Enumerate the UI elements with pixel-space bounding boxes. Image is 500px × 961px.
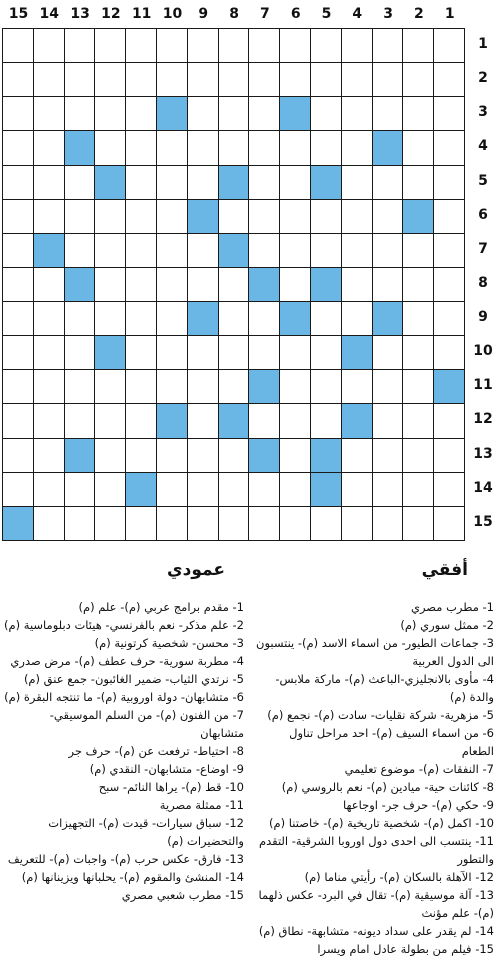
crossword-board[interactable] [2, 28, 464, 540]
letter-cell[interactable] [372, 403, 404, 438]
letter-cell[interactable] [341, 472, 373, 507]
letter-cell[interactable] [248, 96, 280, 131]
letter-cell[interactable] [279, 28, 311, 63]
letter-cell[interactable] [372, 96, 404, 131]
row-number: 9 [478, 309, 488, 326]
letter-cell[interactable] [248, 199, 280, 234]
letter-cell[interactable] [279, 335, 311, 370]
letter-cell[interactable] [64, 403, 96, 438]
letter-cell[interactable] [341, 199, 373, 234]
letter-cell[interactable] [156, 335, 188, 370]
down-clue: 10- قط (م)- يراها النائم- سبح [98, 780, 244, 794]
letter-cell[interactable] [94, 301, 126, 336]
letter-cell[interactable] [156, 369, 188, 404]
letter-cell[interactable] [94, 62, 126, 97]
letter-cell[interactable] [33, 403, 65, 438]
letter-cell[interactable] [156, 130, 188, 165]
down-clue: 7- من الفنون (م)- من السلم الموسيقي- متشابهان [49, 708, 244, 740]
letter-cell[interactable] [125, 506, 157, 541]
letter-cell[interactable] [94, 472, 126, 507]
letter-cell[interactable] [2, 335, 34, 370]
letter-cell[interactable] [402, 301, 434, 336]
blocked-cell [310, 267, 342, 302]
across-clue: 3- جماعات الطيور- من اسماء الاسد (م)- ينتسبون الى الدول العربية [256, 636, 494, 668]
letter-cell[interactable] [2, 403, 34, 438]
row-number: 5 [478, 172, 488, 189]
letter-cell[interactable] [372, 369, 404, 404]
blocked-cell [372, 301, 404, 336]
letter-cell[interactable] [433, 62, 465, 97]
down-clue-list [4, 598, 244, 904]
letter-cell[interactable] [433, 267, 465, 302]
across-clue: 5- مزهرية- شركة نقليات- سادت (م)- نجمع (م) [267, 708, 494, 722]
letter-cell[interactable] [125, 28, 157, 63]
blocked-cell [310, 438, 342, 473]
letter-cell[interactable] [218, 28, 250, 63]
blocked-cell [64, 438, 96, 473]
letter-cell[interactable] [341, 233, 373, 268]
letter-cell[interactable] [433, 335, 465, 370]
letter-cell[interactable] [402, 96, 434, 131]
blocked-cell [94, 335, 126, 370]
letter-cell[interactable] [33, 301, 65, 336]
letter-cell[interactable] [156, 165, 188, 200]
letter-cell[interactable] [64, 199, 96, 234]
column-number: 2 [414, 6, 424, 22]
across-clue: 8- كائنات حية- ميادين (م)- نعم بالروسي (م) [281, 780, 494, 794]
across-clue: 4- مأوى بالانجليزي-الباعث (م)- ماركة ملابس- والدة (م) [275, 672, 494, 704]
down-clue: 9- اوضاع- متشابهان- النقدي (م) [89, 762, 244, 776]
column-number: 4 [352, 6, 363, 22]
letter-cell[interactable] [33, 28, 65, 63]
letter-cell[interactable] [402, 130, 434, 165]
letter-cell[interactable] [33, 335, 65, 370]
letter-cell[interactable] [402, 28, 434, 63]
letter-cell[interactable] [2, 96, 34, 131]
blocked-cell [218, 165, 250, 200]
blocked-cell [156, 403, 188, 438]
letter-cell[interactable] [248, 472, 280, 507]
column-number: 14 [39, 6, 60, 22]
blocked-cell [94, 165, 126, 200]
letter-cell[interactable] [372, 199, 404, 234]
column-number: 8 [229, 6, 239, 22]
letter-cell[interactable] [2, 62, 34, 97]
letter-cell[interactable] [433, 96, 465, 131]
blocked-cell [341, 335, 373, 370]
letter-cell[interactable] [2, 130, 34, 165]
letter-cell[interactable] [402, 506, 434, 541]
letter-cell[interactable] [372, 28, 404, 63]
letter-cell[interactable] [33, 506, 65, 541]
letter-cell[interactable] [279, 62, 311, 97]
letter-cell[interactable] [402, 267, 434, 302]
letter-cell[interactable] [310, 403, 342, 438]
column-number: 3 [383, 6, 393, 22]
across-clue: 2- ممثل سوري (م) [400, 618, 494, 632]
letter-cell[interactable] [248, 28, 280, 63]
letter-cell[interactable] [279, 267, 311, 302]
letter-cell[interactable] [187, 233, 219, 268]
letter-cell[interactable] [2, 199, 34, 234]
letter-cell[interactable] [2, 233, 34, 268]
row-number: 6 [478, 206, 488, 223]
across-clue: 10- اكمل (م)- شخصية تاريخية (م)- خاصتنا (م) [269, 816, 494, 830]
letter-cell[interactable] [372, 62, 404, 97]
letter-cell[interactable] [156, 301, 188, 336]
column-number: 10 [162, 6, 183, 22]
letter-cell[interactable] [156, 472, 188, 507]
letter-cell[interactable] [2, 28, 34, 63]
letter-cell[interactable] [125, 233, 157, 268]
letter-cell[interactable] [187, 165, 219, 200]
down-clue: 14- المنشئ والمقوم (م)- يحلبانها ويزينانها (م) [21, 870, 244, 884]
letter-cell[interactable] [156, 28, 188, 63]
letter-cell[interactable] [156, 233, 188, 268]
letter-cell[interactable] [310, 301, 342, 336]
letter-cell[interactable] [433, 438, 465, 473]
column-number: 9 [198, 6, 209, 22]
letter-cell[interactable] [372, 267, 404, 302]
letter-cell[interactable] [125, 438, 157, 473]
letter-cell[interactable] [248, 301, 280, 336]
letter-cell[interactable] [33, 130, 65, 165]
letter-cell[interactable] [156, 267, 188, 302]
letter-cell[interactable] [218, 62, 250, 97]
letter-cell[interactable] [372, 438, 404, 473]
letter-cell[interactable] [33, 472, 65, 507]
across-clue: 6- من اسماء السيف (م)- احد مراحل تناول الطعام [289, 726, 494, 758]
letter-cell[interactable] [94, 233, 126, 268]
row-number: 14 [473, 479, 493, 496]
row-number: 15 [473, 513, 493, 530]
letter-cell[interactable] [125, 165, 157, 200]
column-number: 12 [101, 6, 121, 22]
row-number: 8 [478, 274, 488, 291]
letter-cell[interactable] [341, 438, 373, 473]
letter-cell[interactable] [94, 28, 126, 63]
letter-cell[interactable] [402, 403, 434, 438]
letter-cell[interactable] [94, 96, 126, 131]
down-clue: 11- ممثلة مصرية [159, 798, 244, 812]
letter-cell[interactable] [125, 130, 157, 165]
letter-cell[interactable] [156, 506, 188, 541]
letter-cell[interactable] [372, 506, 404, 541]
letter-cell[interactable] [433, 403, 465, 438]
letter-cell[interactable] [248, 233, 280, 268]
letter-cell[interactable] [310, 335, 342, 370]
row-number: 4 [478, 138, 488, 155]
letter-cell[interactable] [125, 96, 157, 131]
letter-cell[interactable] [433, 301, 465, 336]
letter-cell[interactable] [341, 62, 373, 97]
down-clue: 15- مطرب شعبي مصري [121, 888, 244, 902]
letter-cell[interactable] [402, 335, 434, 370]
across-clue: 14- لم يقدر على سداد ديونه- متشابهة- نطاق (م) [258, 924, 494, 938]
letter-cell[interactable] [33, 62, 65, 97]
letter-cell[interactable] [310, 130, 342, 165]
down-clue: 3- محسن- شخصية كرتونية (م) [94, 636, 244, 650]
letter-cell[interactable] [402, 369, 434, 404]
letter-cell[interactable] [310, 62, 342, 97]
across-clue: 15- فيلم من بطولة عادل امام ويسرا [317, 942, 494, 956]
blocked-cell [33, 233, 65, 268]
letter-cell[interactable] [2, 267, 34, 302]
blocked-cell [279, 96, 311, 131]
letter-cell[interactable] [248, 130, 280, 165]
letter-cell[interactable] [125, 335, 157, 370]
letter-cell[interactable] [187, 506, 219, 541]
down-clue: 12- سباق سيارات- قيدت (م)- التجهيزات والتحضيرات (م) [48, 816, 244, 848]
letter-cell[interactable] [2, 165, 34, 200]
letter-cell[interactable] [341, 301, 373, 336]
letter-cell[interactable] [433, 199, 465, 234]
letter-cell[interactable] [372, 233, 404, 268]
letter-cell[interactable] [187, 438, 219, 473]
letter-cell[interactable] [402, 165, 434, 200]
letter-cell[interactable] [2, 301, 34, 336]
column-number: 6 [290, 6, 301, 22]
letter-cell[interactable] [33, 369, 65, 404]
across-clue: 11- ينتسب الى احدى دول اوروبا الشرقية- التقدم والتطور [258, 834, 494, 866]
row-number: 1 [478, 36, 488, 52]
letter-cell[interactable] [341, 165, 373, 200]
letter-cell[interactable] [433, 472, 465, 507]
blocked-cell [248, 267, 280, 302]
letter-cell[interactable] [310, 96, 342, 131]
letter-cell[interactable] [279, 506, 311, 541]
letter-cell[interactable] [218, 130, 250, 165]
letter-cell[interactable] [33, 165, 65, 200]
letter-cell[interactable] [94, 369, 126, 404]
blocked-cell [64, 267, 96, 302]
row-number: 3 [478, 104, 488, 121]
letter-cell[interactable] [187, 335, 219, 370]
letter-cell[interactable] [433, 233, 465, 268]
letter-cell[interactable] [125, 301, 157, 336]
column-number: 13 [70, 6, 90, 22]
letter-cell[interactable] [372, 472, 404, 507]
row-number: 12 [473, 411, 493, 428]
letter-cell[interactable] [248, 335, 280, 370]
blocked-cell [156, 96, 188, 131]
letter-cell[interactable] [33, 438, 65, 473]
blocked-cell [218, 233, 250, 268]
across-clue: 12- الآهلة بالسكان (م)- رأيتي مناما (م) [304, 870, 494, 884]
letter-cell[interactable] [2, 472, 34, 507]
letter-cell[interactable] [218, 472, 250, 507]
row-number: 10 [473, 343, 493, 360]
letter-cell[interactable] [64, 335, 96, 370]
letter-cell[interactable] [125, 403, 157, 438]
letter-cell[interactable] [94, 403, 126, 438]
letter-cell[interactable] [279, 438, 311, 473]
blocked-cell [187, 199, 219, 234]
letter-cell[interactable] [187, 267, 219, 302]
letter-cell[interactable] [341, 267, 373, 302]
letter-cell[interactable] [279, 403, 311, 438]
letter-cell[interactable] [402, 62, 434, 97]
letter-cell[interactable] [94, 130, 126, 165]
column-number: 11 [131, 6, 152, 22]
down-clue: 6- متشابهان- دولة اوروبية (م)- ما تنتجه البقرة (م) [4, 690, 244, 704]
across-clue: 7- النفقات (م)- موضوع تعليمي [344, 762, 494, 776]
down-clue: 13- فارق- عكس حرب (م)- واجبات (م)- للتعريف [7, 852, 244, 866]
blocked-cell [218, 403, 250, 438]
letter-cell[interactable] [402, 233, 434, 268]
letter-cell[interactable] [125, 369, 157, 404]
row-number: 11 [473, 377, 493, 394]
letter-cell[interactable] [433, 28, 465, 63]
letter-cell[interactable] [187, 369, 219, 404]
letter-cell[interactable] [248, 506, 280, 541]
down-clue: 5- نرتدي الثياب- ضمير الغائبون- جمع عنق (م) [23, 672, 244, 686]
letter-cell[interactable] [64, 96, 96, 131]
letter-cell[interactable] [433, 130, 465, 165]
letter-cell[interactable] [218, 267, 250, 302]
letter-cell[interactable] [372, 165, 404, 200]
letter-cell[interactable] [248, 165, 280, 200]
row-number: 7 [478, 240, 488, 257]
letter-cell[interactable] [125, 267, 157, 302]
blocked-cell [310, 472, 342, 507]
letter-cell[interactable] [279, 233, 311, 268]
letter-cell[interactable] [64, 301, 96, 336]
letter-cell[interactable] [310, 199, 342, 234]
down-clue: 1- مقدم برامج عربي (م)- علم (م) [78, 600, 244, 614]
letter-cell[interactable] [279, 165, 311, 200]
column-number: 5 [321, 6, 332, 22]
letter-cell[interactable] [218, 199, 250, 234]
blocked-cell [433, 369, 465, 404]
letter-cell[interactable] [341, 506, 373, 541]
column-number: 15 [8, 6, 29, 22]
down-heading: عمودي [167, 560, 225, 580]
letter-cell[interactable] [2, 369, 34, 404]
column-number: 1 [444, 6, 455, 22]
down-clue: 2- علم مذكر- نعم بالفرنسي- هيئات دبلوماسية (م) [4, 618, 244, 632]
letter-cell[interactable] [218, 506, 250, 541]
letter-cell[interactable] [94, 199, 126, 234]
down-clue: 8- احتياط- ترفعت عن (م)- حرف جر [68, 744, 244, 758]
blocked-cell [248, 438, 280, 473]
letter-cell[interactable] [94, 267, 126, 302]
letter-cell[interactable] [64, 472, 96, 507]
down-clue: 4- مطربة سورية- حرف عطف (م)- مرض صدري [10, 654, 244, 668]
blocked-cell [279, 301, 311, 336]
letter-cell[interactable] [64, 233, 96, 268]
blocked-cell [125, 472, 157, 507]
letter-cell[interactable] [187, 62, 219, 97]
letter-cell[interactable] [187, 130, 219, 165]
letter-cell[interactable] [341, 130, 373, 165]
letter-cell[interactable] [125, 199, 157, 234]
letter-cell[interactable] [2, 438, 34, 473]
letter-cell[interactable] [248, 62, 280, 97]
letter-cell[interactable] [402, 472, 434, 507]
letter-cell[interactable] [33, 199, 65, 234]
letter-cell[interactable] [64, 62, 96, 97]
across-heading: أفقي [421, 560, 468, 580]
letter-cell[interactable] [187, 28, 219, 63]
blocked-cell [341, 403, 373, 438]
blocked-cell [310, 165, 342, 200]
letter-cell[interactable] [218, 369, 250, 404]
letter-cell[interactable] [310, 28, 342, 63]
across-clue: 1- مطرب مصري [410, 600, 494, 614]
letter-cell[interactable] [279, 130, 311, 165]
letter-cell[interactable] [341, 28, 373, 63]
letter-cell[interactable] [372, 335, 404, 370]
blocked-cell [248, 369, 280, 404]
letter-cell[interactable] [156, 438, 188, 473]
blocked-cell [64, 130, 96, 165]
blocked-cell [2, 506, 34, 541]
letter-cell[interactable] [402, 438, 434, 473]
clues-section [0, 560, 500, 961]
column-number: 7 [260, 6, 270, 22]
letter-cell[interactable] [218, 438, 250, 473]
letter-cell[interactable] [64, 165, 96, 200]
letter-cell[interactable] [94, 506, 126, 541]
letter-cell[interactable] [187, 403, 219, 438]
letter-cell[interactable] [33, 267, 65, 302]
blocked-cell [372, 130, 404, 165]
across-clue-list [256, 598, 494, 958]
row-number: 13 [473, 445, 493, 462]
letter-cell[interactable] [433, 165, 465, 200]
letter-cell[interactable] [187, 472, 219, 507]
across-clue: 9- حكي (م)- حرف جر- اوجاعها [342, 798, 494, 812]
letter-cell[interactable] [218, 301, 250, 336]
letter-cell[interactable] [156, 199, 188, 234]
across-clue: 13- آلة موسيقية (م)- تقال في البرد- عكس ذلهما (م)- علم مؤنث [258, 888, 494, 920]
blocked-cell [402, 199, 434, 234]
blocked-cell [187, 301, 219, 336]
letter-cell[interactable] [218, 96, 250, 131]
letter-cell[interactable] [433, 506, 465, 541]
letter-cell[interactable] [218, 335, 250, 370]
letter-cell[interactable] [64, 369, 96, 404]
letter-cell[interactable] [279, 369, 311, 404]
letter-cell[interactable] [341, 96, 373, 131]
row-number: 2 [478, 70, 488, 87]
letter-cell[interactable] [310, 369, 342, 404]
letter-cell[interactable] [279, 199, 311, 234]
letter-cell[interactable] [33, 96, 65, 131]
letter-cell[interactable] [279, 472, 311, 507]
letter-cell[interactable] [248, 403, 280, 438]
letter-cell[interactable] [187, 96, 219, 131]
letter-cell[interactable] [310, 233, 342, 268]
letter-cell[interactable] [156, 62, 188, 97]
letter-cell[interactable] [94, 438, 126, 473]
letter-cell[interactable] [64, 506, 96, 541]
letter-cell[interactable] [64, 28, 96, 63]
letter-cell[interactable] [341, 369, 373, 404]
letter-cell[interactable] [125, 62, 157, 97]
letter-cell[interactable] [310, 506, 342, 541]
